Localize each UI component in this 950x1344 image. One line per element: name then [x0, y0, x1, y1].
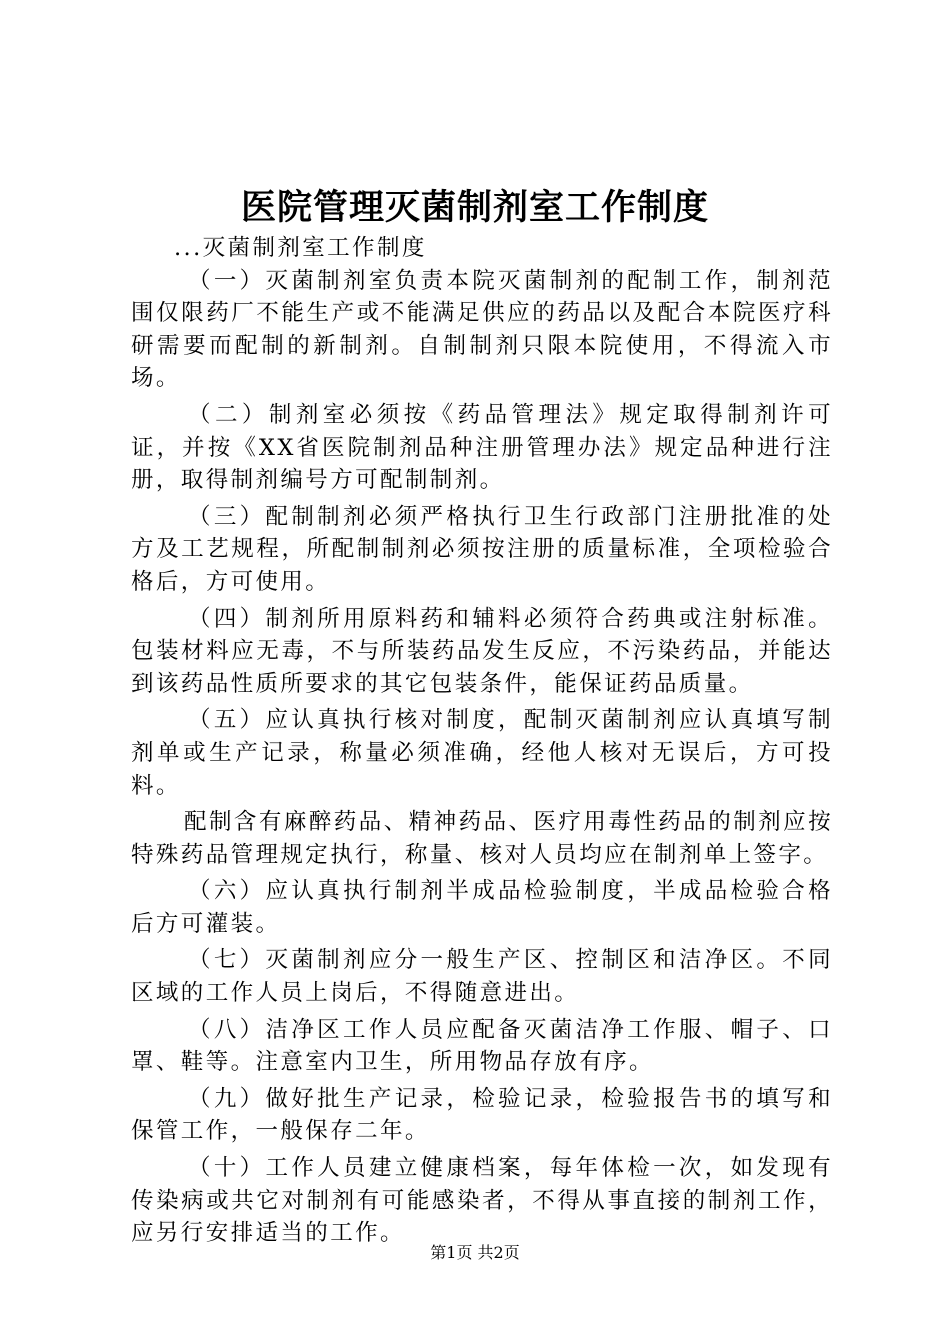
document-body [131, 232, 833, 1250]
document-title: 医院管理灭菌制剂室工作制度 [240, 187, 709, 228]
paragraph-6: 配制含有麻醉药品、精神药品、医疗用毒性药品的制剂应按特殊药品管理规定执行，称量、核对人员均应在制剂单上签字。 [131, 809, 833, 868]
paragraph-10: （九）做好批生产记录，检验记录，检验报告书的填写和保管工作，一般保存二年。 [131, 1085, 833, 1145]
paragraph-2: （二）制剂室必须按《药品管理法》规定取得制剂许可证，并按《XX省医院制剂品种注册管理办法》规定品种进行注册，取得制剂编号方可配制制剂。 [131, 401, 833, 494]
paragraph-5: （五）应认真执行核对制度，配制灭菌制剂应认真填写制剂单或生产记录，称量必须准确，经他人核对无误后，方可投料。 [131, 707, 833, 799]
paragraph-11: （十）工作人员建立健康档案，每年体检一次，如发现有传染病或共它对制剂有可能感染者，不得从事直接的制剂工作，应另行安排适当的工作。 [131, 1155, 833, 1247]
paragraph-8: （七）灭菌制剂应分一般生产区、控制区和洁净区。不同区域的工作人员上岗后，不得随意进出。 [131, 947, 833, 1007]
paragraph-4: （四）制剂所用原料药和辅料必须符合药典或注射标准。包装材料应无毒，不与所装药品发生反应，不污染药品，并能达到该药品性质所要求的其它包装条件，能保证药品质量。 [131, 605, 833, 697]
paragraph-1: （一）灭菌制剂室负责本院灭菌制剂的配制工作，制剂范围仅限药厂不能生产或不能满足供应的药品以及配合本院医疗科研需要而配制的新制剂。自制制剂只限本院使用，不得流入市场。 [131, 267, 833, 392]
paragraph-7: （六）应认真执行制剂半成品检验制度，半成品检验合格后方可灌装。 [131, 878, 833, 937]
paragraph-9: （八）洁净区工作人员应配备灭菌洁净工作服、帽子、口罩、鞋等。注意室内卫生，所用物品存放有序。 [131, 1016, 833, 1076]
paragraph-3: （三）配制制剂必须严格执行卫生行政部门注册批准的处方及工艺规程，所配制制剂必须按注册的质量标准，全项检验合格后，方可使用。 [131, 503, 833, 595]
subheading: ...灭菌制剂室工作制度 [174, 235, 427, 261]
page-number-footer: 第1页 共2页 [430, 1243, 520, 1262]
